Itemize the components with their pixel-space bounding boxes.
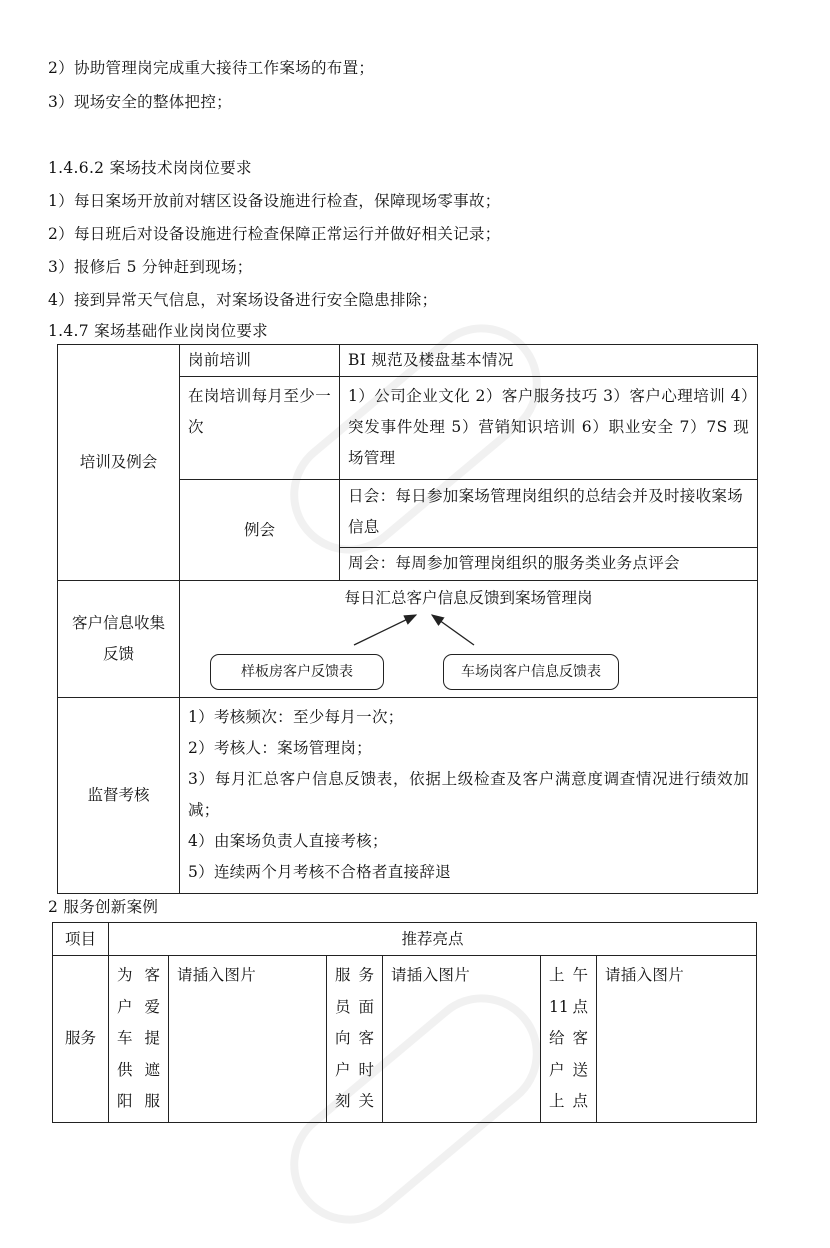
- case-title-2: 服务员面向客户时刻关: [327, 956, 383, 1123]
- requirements-table: [57, 344, 758, 894]
- case-title-3: 上午11点给客户送上点: [541, 956, 597, 1123]
- intro-line-3: 3）现场安全的整体把控；: [48, 93, 232, 111]
- row-label-service: 服务: [53, 956, 109, 1123]
- feedback-summary: 每日汇总客户信息反馈到案场管理岗: [344, 589, 593, 607]
- arrow-right-icon: [432, 615, 474, 645]
- list-item: 1）考核频次：至少每月一次；: [188, 708, 404, 726]
- arrow-left-icon: [354, 615, 416, 645]
- parking-feedback-form: 车场岗客户信息反馈表: [443, 654, 619, 690]
- section-heading-1462: 1.4.6.2 案场技术岗岗位要求: [48, 159, 252, 177]
- feedback-cell: [180, 581, 758, 698]
- list-item: 4）由案场负责人直接考核；: [188, 832, 388, 850]
- section-heading-2: 2 服务创新案例: [48, 898, 159, 916]
- in-job-value: 1）公司企业文化 2）客户服务技巧 3）客户心理培训 4）突发事件处理 5）营销知识培训 6）职业安全 7）7S 现场管理: [340, 377, 758, 480]
- showroom-feedback-form: 样板房客户反馈表: [210, 654, 384, 690]
- list-item: 3）每月汇总客户信息反馈表，依据上级检查及客户满意度调查情况进行绩效加减；: [188, 770, 749, 819]
- weekly-meeting: 周会：每周参加管理岗组织的服务类业务点评会: [340, 548, 758, 581]
- pre-job-label: 岗前培训: [180, 345, 340, 377]
- list-item: 4）接到异常天气信息，对案场设备进行安全隐患排除；: [48, 291, 438, 309]
- meeting-label: 例会: [180, 480, 340, 581]
- list-item: 3）报修后 5 分钟赶到现场；: [48, 258, 253, 276]
- feedback-label: 客户信息收集反馈: [58, 581, 180, 698]
- image-placeholder-2[interactable]: 请插入图片: [383, 956, 541, 1123]
- supervision-label: 监督考核: [58, 698, 180, 894]
- image-placeholder-1[interactable]: 请插入图片: [169, 956, 327, 1123]
- list-item: 5）连续两个月考核不合格者直接辞退: [188, 863, 451, 881]
- list-item: 2）每日班后对设备设施进行检查保障正常运行并做好相关记录；: [48, 225, 501, 243]
- list-item: 2）考核人：案场管理岗；: [188, 739, 372, 757]
- col-highlights-header: 推荐亮点: [109, 923, 757, 956]
- case-title-1: 为客户爱车提供遮阳服: [109, 956, 169, 1123]
- col-item-header: 项目: [53, 923, 109, 956]
- training-label: 培训及例会: [58, 345, 180, 581]
- innovation-table: [52, 922, 757, 1123]
- pre-job-value: BI 规范及楼盘基本情况: [340, 345, 758, 377]
- section-heading-147: 1.4.7 案场基础作业岗岗位要求: [48, 322, 268, 340]
- daily-meeting: 日会：每日参加案场管理岗组织的总结会并及时接收案场信息: [340, 480, 758, 548]
- list-item: 1）每日案场开放前对辖区设备设施进行检查，保障现场零事故；: [48, 192, 501, 210]
- image-placeholder-3[interactable]: 请插入图片: [597, 956, 757, 1123]
- in-job-label: 在岗培训每月至少一次: [180, 377, 340, 480]
- intro-line-2: 2）协助管理岗完成重大接待工作案场的布置；: [48, 59, 375, 77]
- supervision-items: [180, 698, 758, 894]
